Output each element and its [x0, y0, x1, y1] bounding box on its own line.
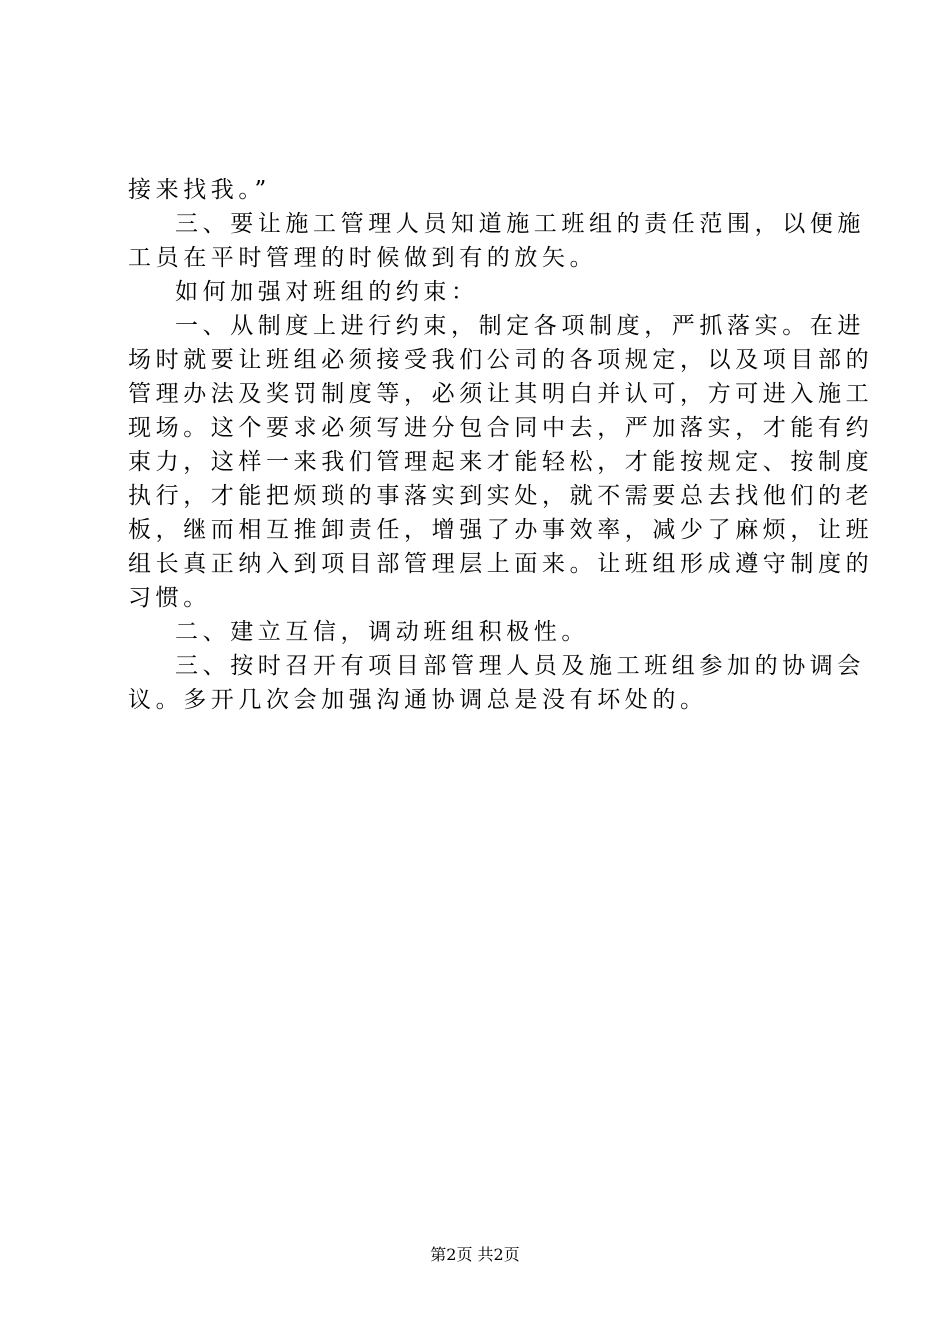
text-line: 束力，这样一来我们管理起来才能轻松，才能按规定、按制度 [128, 449, 874, 475]
text-line: 工员在平时管理的时候做到有的放矢。 [128, 245, 598, 271]
text-line: 三、按时召开有项目部管理人员及施工班组参加的协调会 [175, 653, 865, 679]
text-line: 一、从制度上进行约束，制定各项制度，严抓落实。在进 [175, 313, 865, 339]
text-line: 执行，才能把烦琐的事落实到实处，就不需要总去找他们的老 [128, 483, 874, 509]
text-line: 如何加强对班组的约束： [175, 279, 479, 305]
text-line: 接来找我。” [128, 177, 271, 203]
document-body [128, 173, 874, 717]
page-number-footer: 第2页 共2页 [430, 1245, 520, 1264]
text-line: 板，继而相互推卸责任，增强了办事效率，减少了麻烦，让班 [128, 517, 874, 543]
text-line: 现场。这个要求必须写进分包合同中去，严加落实，才能有约 [128, 415, 874, 441]
text-line: 习惯。 [128, 585, 211, 611]
text-line: 场时就要让班组必须接受我们公司的各项规定，以及项目部的 [128, 347, 874, 373]
text-line: 二、建立互信，调动班组积极性。 [175, 619, 589, 645]
text-line: 管理办法及奖罚制度等，必须让其明白并认可，方可进入施工 [128, 381, 874, 407]
text-line: 三、要让施工管理人员知道施工班组的责任范围，以便施 [175, 211, 865, 237]
text-line: 议。多开几次会加强沟通协调总是没有坏处的。 [128, 687, 708, 713]
text-line: 组长真正纳入到项目部管理层上面来。让班组形成遵守制度的 [128, 551, 874, 577]
